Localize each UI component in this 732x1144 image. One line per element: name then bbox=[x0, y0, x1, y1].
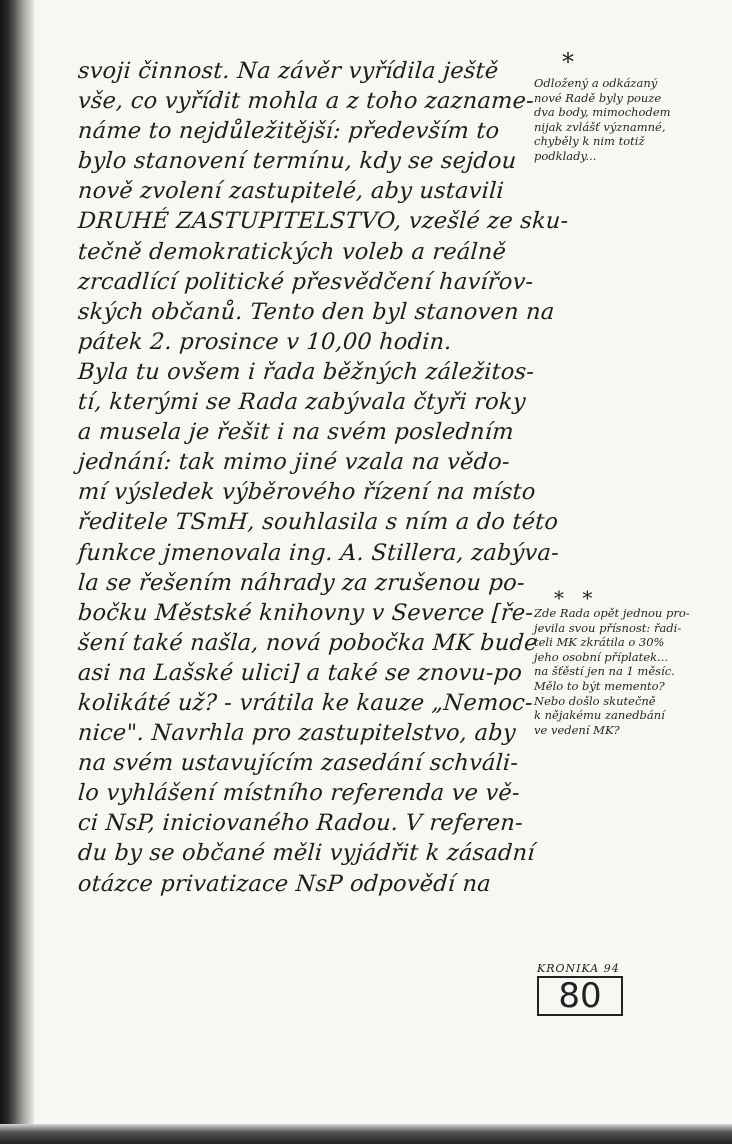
page-bottom-edge bbox=[0, 1124, 732, 1144]
text-line: otázce privatizace NsP odpovědí na bbox=[77, 870, 492, 897]
note-line: dva body, mimochodem bbox=[534, 105, 671, 120]
footnote-marker-double: * * bbox=[554, 586, 599, 610]
note-line: chyběly k nim totiž bbox=[534, 134, 645, 149]
text-line: du by se občané měli vyjádřit k zásadní bbox=[77, 840, 536, 867]
margin-note-2 bbox=[534, 606, 690, 737]
text-line: tečně demokratických voleb a reálně bbox=[77, 238, 508, 265]
text-line: ředitele TSmH, souhlasila s ním a do této bbox=[77, 509, 560, 536]
text-line: pátek 2. prosince v 10,00 hodin. bbox=[77, 328, 453, 355]
note-line: podklady... bbox=[534, 148, 597, 163]
text-line: a musela je řešit i na svém posledním bbox=[77, 419, 515, 446]
text-line: ských občanů. Tento den byl stanoven na bbox=[77, 298, 556, 325]
note-line: Mělo to být memento? bbox=[534, 678, 665, 693]
note-line: ve vedení MK? bbox=[534, 722, 620, 737]
text-line: asi na Lašské ulici] a také se znovu-po bbox=[77, 659, 524, 686]
text-line: la se řešením náhrady za zrušenou po- bbox=[77, 569, 526, 596]
text-line: tí, kterými se Rada zabývala čtyři roky bbox=[77, 389, 527, 416]
chronicle-label: KRONIKA 94 bbox=[537, 962, 620, 975]
page-number: 80 bbox=[537, 976, 623, 1016]
text-line: bočku Městské knihovny v Severce [ře- bbox=[77, 599, 535, 626]
note-line: Odložený a odkázaný bbox=[534, 76, 658, 90]
text-line: lo vyhlášení místního referenda ve vě- bbox=[77, 780, 521, 807]
text-line: nice". Navrhla pro zastupitelstvo, aby bbox=[77, 720, 517, 747]
note-line: Zde Rada opět jednou pro- bbox=[534, 606, 690, 620]
text-line: ci NsP, iniciovaného Radou. V referen- bbox=[77, 810, 524, 837]
text-line: zrcadlící politické přesvědčení havířov- bbox=[77, 268, 535, 295]
text-line: svoji činnost. Na závěr vyřídila ještě bbox=[77, 58, 500, 84]
text-line: DRUHÉ ZASTUPITELSTVO, vzešlé ze sku- bbox=[77, 208, 570, 235]
note-line: nové Radě byly pouze bbox=[534, 90, 662, 105]
text-line: bylo stanovení termínu, kdy se sejdou bbox=[77, 148, 518, 175]
text-line: šení také našla, nová pobočka MK bude bbox=[77, 629, 539, 656]
text-line: vše, co vyřídit mohla a z toho zazname- bbox=[77, 88, 535, 115]
text-line: funkce jmenovala ing. A. Stillera, zabýva- bbox=[77, 539, 560, 566]
margin-note-1 bbox=[534, 76, 671, 164]
note-line: jevila svou přísnost: řadi- bbox=[534, 620, 682, 635]
footnote-marker-single: * bbox=[562, 48, 574, 76]
text-line: Byla tu ovšem i řada běžných záležitos- bbox=[77, 358, 536, 385]
text-line: mí výsledek výběrového řízení na místo bbox=[77, 479, 537, 506]
note-line: nijak zvlášť významné, bbox=[534, 119, 666, 134]
text-line: kolikáté už? - vrátila ke kauze „Nemoc- bbox=[77, 689, 534, 716]
note-line: jeho osobní příplatek... bbox=[534, 649, 669, 664]
note-line: teli MK zkrátila o 30% bbox=[534, 635, 665, 650]
text-line: nově zvolení zastupitelé, aby ustavili bbox=[77, 178, 505, 205]
text-line: náme to nejdůležitější: především to bbox=[77, 118, 501, 145]
text-line: na svém ustavujícím zasedání schváli- bbox=[77, 750, 520, 777]
note-line: na šťěstí jen na 1 měsíc. bbox=[534, 664, 675, 679]
text-line: jednání: tak mimo jiné vzala na vědo- bbox=[77, 449, 511, 476]
note-line: k nějakému zanedbání bbox=[534, 708, 665, 723]
note-line: Nebo došlo skutečně bbox=[534, 693, 656, 708]
book-binding-shadow bbox=[0, 0, 34, 1144]
